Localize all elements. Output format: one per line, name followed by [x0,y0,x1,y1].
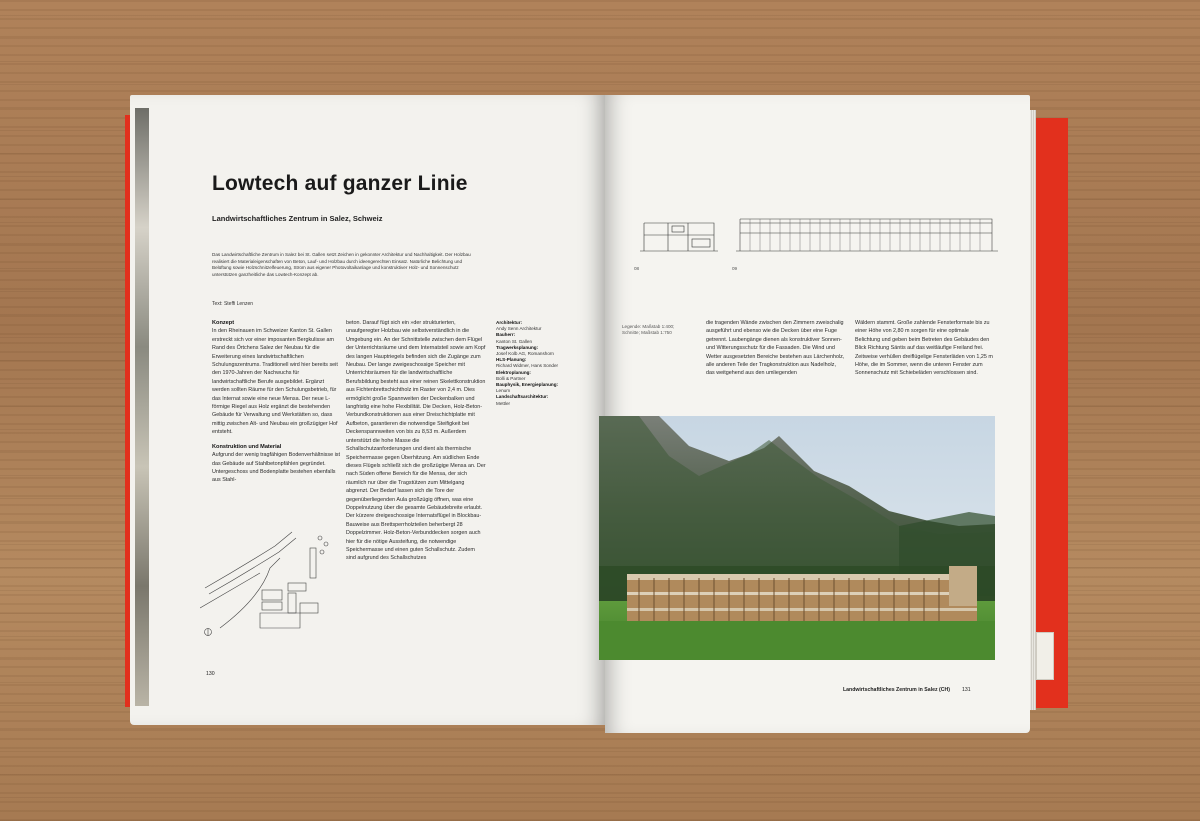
section-drawing-long [736,213,998,257]
left-column-1 [212,319,342,491]
credit-label: Landschaftsarchitektur: [496,394,549,400]
credit-value: Mettler [496,400,511,406]
left-column-2 [346,319,486,569]
article-title: Lowtech auf ganzer Linie [212,172,468,195]
credit-value: Bolli & Partner [496,375,526,381]
right-column-1 [706,319,846,384]
photo-strip-edge [135,108,149,706]
credit-value: Kanton St. Gallen [496,338,533,344]
building [627,566,977,623]
credit-value: Andy Senn Architektur [496,326,542,332]
paragraph-konzept: In den Rheinauen im Schweizer Kanton St. Gallen erstreckt sich vor einer imposanten Bergkulisse am Rand des Örtchens Salez der Neubau für die Erweiterung eines landwirtschaftlichen Schulungszentrums. Traditionell wird hier bereits seit den 1970-Jahren der Nachwuchs für landwirtschaftliche Berufe ausgebildet. Ergänzt werden sollten Räume für den Schulungsbetrieb, für das Internat sowie eine neue Mensa. Der neue L-förmige Riegel aus Holz ergänzt die bestehenden Gebäude für Verwaltung und Werkstätten so, dass mittig zwischen Alt- und Neubau ein großzügiger Hof entsteht. [212,328,338,436]
credit-label: Bauphysik, Energieplanung: [496,382,559,388]
paragraph-konstruktion: Aufgrund der wenig tragfähigen Bodenverhältnisse ist das Gebäude auf Stahlbetonpfählen gegründet. Untergeschoss und Bodenplatte bestehen ebenfalls aus Stahl- [212,452,340,484]
site-plan-drawing [200,528,340,643]
section-heading-konzept: Konzept [212,320,235,326]
credit-item [496,370,568,382]
credit-label: HLS-Planung: [496,357,527,363]
sticky-tab [1036,632,1054,680]
article-lead: Das Landwirtschaftliche Zentrum in Salez bei St. Gallen setzt Zeichen in gekonnter Architektur und Nachhaltigkeit. Der Holzbau realisiert die Materialeigenschaften von Beton, Lauf- und Holzbau durch ideengerechten Einsatz. Natürliche Belichtung und Belüftung sowie Holzschnitzelfeuerung, Strom aus eigener Photovoltaikanlage und konstruktiver Holz- und Sonnenschutz unterstützen ganzheitliche das Lowtech-Konzept ab. [212,252,471,277]
drawing-caption: Legende: Maßstab 1:400; Schnitte; Maßstab 1:750 [622,324,675,336]
building-photo [599,416,995,660]
credit-value: Josef Kolb AG, Romanshorn [496,351,554,357]
credit-value: Richard Widmer, Hans Sonder [496,363,559,369]
credit-label: Bauherr: [496,332,516,338]
credit-item [496,357,568,369]
credit-value: Lenum [496,388,511,394]
credit-item [496,320,568,332]
running-footer: Landwirtschaftliches Zentrum in Salez (CH) [843,687,950,693]
article-subtitle: Landwirtschaftliches Zentrum in Salez, Schweiz [212,214,383,223]
credit-item [496,345,568,357]
credit-item [496,394,568,406]
paragraph-right-2: Wäldern stammt. Große zahlende Fensterformate bis zu einer Höhe von 2,80 m sorgen für eine optimale Belichtung und geben beim Betreten des Gebäudes den Blick Richtung Säntis auf das weitläufige Freiland frei. Zeitweise verhüllen dreiflügelige Fensterläden von 1,25 m Höhe, die im Sommer, wenn die unteren Fenster zum Sonnenschutz mit Schiebeläden verschlossen sind. [855,320,993,377]
credit-label: Tragwerksplanung: [496,344,539,350]
right-column-2 [855,319,995,384]
project-credits [496,320,568,407]
drawing-label-right: 09 [732,266,738,271]
page-number-left: 130 [206,671,215,677]
credit-item [496,332,568,344]
landscape-illustration [599,416,995,660]
credit-label: Architektur: [496,320,523,325]
section-heading-konstruktion: Konstruktion und Material [212,443,282,450]
credit-item [496,382,568,394]
paragraph-main: beton. Darauf fügt sich ein »der strukturierten, unaufgeregter Holzbau wie selbstverständlich in die Umgebung ein. An der Schnittstelle zwischen dem Flügel der Unterrichtsräume und dem Internatsteil sowie am Kopf des langen Hauptriegels befinden sich die Zugänge zum Neubau. Der lange zweigeschossige Speicher mit Unterrichtsräumen für die landwirtschaftliche Berufsbildung besteht aus einer reinen Skelettkonstruktion aus Fichtenbrettschichtholz im Raster von 2,4 m. Dies ermöglicht große Spannweiten der Deckenbalken und langfristig eine hohe Flexibilität. Die Decken, Holz-Beton-Verbundkonstruktionen aus einer Dreischichtplatte mit Aufbeton, garantieren die notwendige Steifigkeit bei Deckenspannweiten von bis zu 8,53 m. Außerdem unterstützt die hohe Masse die Schallschutzanforderungen und dient als thermische Speichermasse gegen Überhitzung. Am südlichen Ende dieses Flügels schließt sich die großzügige Mensa an. Der nach Süden offene Bereich für die Mensa, der sich räumlich nur über die Tragstützen zum Mittelgang abgrenzt. Der Bedarf lassen sich die Tore der gegenüberliegenden Aula großzügig öffnen, was eine Doppelnutzung über die gesamte Gebäudebreite erlaubt. Der kürzere dreigeschossige Internatsflügel in Blockbau-Bauweise aus Brettsperrholzteilen beherbergt 28 Doppelzimmer. Holz-Beton-Verbunddecken sorgen auch hier für die nötige Aussteifung, die notwendige Speichermasse und einen guten Schallschutz. Zudem sind aufgrund des Schallschutzes [346,320,486,562]
article-author: Text: Steffi Lenzen [212,301,254,307]
drawing-label-left: 08 [634,266,640,271]
page-number-right: 131 [962,687,971,693]
section-drawing-small [638,215,720,257]
credit-label: Elektroplanung: [496,369,531,375]
paragraph-right-1: die tragenden Wände zwischen den Zimmern zweischalig ausgeführt und ebenso wie die Decken über eine Fuge getrennt. Laubengänge dienen als konstruktiver Sonnen- und Witterungsschutz für die Fassaden. Die Wind und Wetter ausgesetzten Bereiche bestehen aus Lärchenholz, alle anderen Teile der Tragkonstruktion aus Nadelholz, das weitgehend aus den umliegenden [706,320,845,377]
